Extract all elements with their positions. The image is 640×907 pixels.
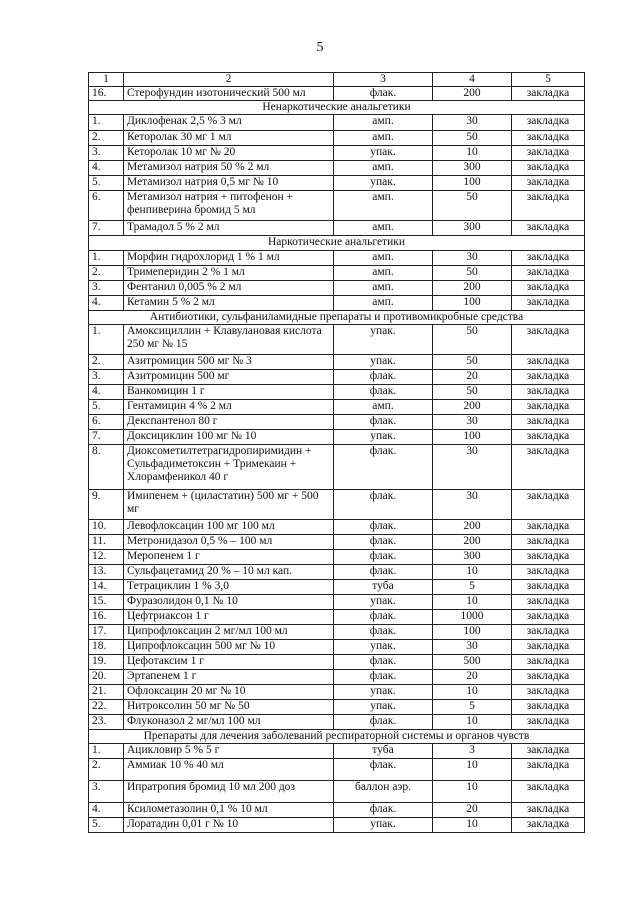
table-row (89, 251, 585, 266)
quantity: 10 (433, 818, 512, 833)
row-number: 11. (89, 535, 124, 550)
table-row (89, 655, 585, 670)
dosage-form: флак. (334, 550, 433, 565)
status-note: закладка (512, 325, 585, 355)
dosage-form: баллон аэр. (334, 781, 433, 803)
row-number: 3. (89, 370, 124, 385)
section-heading: Наркотические анальгетики (89, 236, 585, 251)
dosage-form: флак. (334, 490, 433, 520)
table-row (89, 176, 585, 191)
row-number: 4. (89, 803, 124, 818)
dosage-form: упак. (334, 640, 433, 655)
status-note: закладка (512, 744, 585, 759)
quantity: 10 (433, 146, 512, 161)
table-row (89, 715, 585, 730)
drug-name: Меропенем 1 г (124, 550, 334, 565)
table-row (89, 161, 585, 176)
dosage-form: упак. (334, 355, 433, 370)
status-note: закладка (512, 715, 585, 730)
table-row (89, 146, 585, 161)
quantity: 5 (433, 580, 512, 595)
quantity: 50 (433, 385, 512, 400)
row-number: 17. (89, 625, 124, 640)
row-number: 5. (89, 176, 124, 191)
table-header-row (89, 73, 585, 87)
status-note: закладка (512, 385, 585, 400)
section-heading: Антибиотики, сульфаниламидные препараты и противомикробные средства (89, 311, 585, 325)
dosage-form: флак. (334, 370, 433, 385)
section-heading-row (89, 236, 585, 251)
table-row (89, 430, 585, 445)
row-number: 21. (89, 685, 124, 700)
table-row (89, 400, 585, 415)
drug-name: Диоксометилтетрагидропиримидин + Сульфадиметоксин + Тримекаин + Хлорамфеникол 40 г (124, 445, 334, 490)
table-row (89, 550, 585, 565)
status-note: закладка (512, 700, 585, 715)
table-row (89, 266, 585, 281)
dosage-form: упак. (334, 146, 433, 161)
row-number: 16. (89, 87, 124, 101)
quantity: 10 (433, 685, 512, 700)
column-header-2: 2 (124, 73, 334, 87)
dosage-form: амп. (334, 400, 433, 415)
drug-name: Диклофенак 2,5 % 3 мл (124, 115, 334, 131)
table-row (89, 700, 585, 715)
row-number: 4. (89, 161, 124, 176)
status-note: закладка (512, 595, 585, 610)
row-number: 6. (89, 191, 124, 221)
dosage-form: флак. (334, 415, 433, 430)
table-row (89, 535, 585, 550)
section-heading-row (89, 730, 585, 744)
dosage-form: флак. (334, 655, 433, 670)
quantity: 50 (433, 325, 512, 355)
dosage-form: упак. (334, 685, 433, 700)
status-note: закладка (512, 445, 585, 490)
quantity: 50 (433, 191, 512, 221)
table-row (89, 670, 585, 685)
dosage-form: амп. (334, 191, 433, 221)
drug-name: Ванкомицин 1 г (124, 385, 334, 400)
dosage-form: флак. (334, 520, 433, 535)
row-number: 8. (89, 445, 124, 490)
row-number: 2. (89, 131, 124, 146)
section-heading: Препараты для лечения заболеваний респираторной системы и органов чувств (89, 730, 585, 744)
quantity: 100 (433, 430, 512, 445)
dosage-form: флак. (334, 803, 433, 818)
drug-name: Ксилометазолин 0,1 % 10 мл (124, 803, 334, 818)
row-number: 3. (89, 146, 124, 161)
status-note: закладка (512, 251, 585, 266)
table-row (89, 781, 585, 803)
section-heading-row (89, 101, 585, 115)
status-note: закладка (512, 565, 585, 580)
quantity: 50 (433, 355, 512, 370)
status-note: закладка (512, 781, 585, 803)
quantity: 10 (433, 565, 512, 580)
table-row (89, 87, 585, 101)
dosage-form: амп. (334, 131, 433, 146)
drug-name: Фуразолидон 0,1 № 10 (124, 595, 334, 610)
quantity: 200 (433, 520, 512, 535)
dosage-form: упак. (334, 595, 433, 610)
quantity: 5 (433, 700, 512, 715)
drug-name: Метамизол натрия + питофенон + фенпиверина бромид 5 мл (124, 191, 334, 221)
table-row (89, 685, 585, 700)
table-row (89, 325, 585, 355)
table-row (89, 818, 585, 833)
drug-name: Азитромицин 500 мг (124, 370, 334, 385)
dosage-form: амп. (334, 266, 433, 281)
quantity: 500 (433, 655, 512, 670)
status-note: закладка (512, 535, 585, 550)
drug-name: Тетрациклин 1 % 3,0 (124, 580, 334, 595)
row-number: 4. (89, 385, 124, 400)
dosage-form: флак. (334, 87, 433, 101)
quantity: 10 (433, 781, 512, 803)
dosage-form: флак. (334, 625, 433, 640)
quantity: 10 (433, 715, 512, 730)
status-note: закладка (512, 625, 585, 640)
table-row (89, 281, 585, 296)
table-row (89, 580, 585, 595)
quantity: 50 (433, 131, 512, 146)
table-row (89, 803, 585, 818)
table-row (89, 221, 585, 236)
status-note: закладка (512, 818, 585, 833)
drug-name: Морфин гидрохлорид 1 % 1 мл (124, 251, 334, 266)
section-heading-row (89, 311, 585, 325)
quantity: 30 (433, 445, 512, 490)
column-header-3: 3 (334, 73, 433, 87)
dosage-form: упак. (334, 818, 433, 833)
table-row (89, 490, 585, 520)
drug-name: Ципрофлоксацин 2 мг/мл 100 мл (124, 625, 334, 640)
drug-name: Тримеперидин 2 % 1 мл (124, 266, 334, 281)
table-row (89, 625, 585, 640)
table-row (89, 296, 585, 311)
drug-name: Метронидазол 0,5 % – 100 мл (124, 535, 334, 550)
status-note: закладка (512, 281, 585, 296)
quantity: 50 (433, 266, 512, 281)
drug-name: Ипратропия бромид 10 мл 200 доз (124, 781, 334, 803)
table-row (89, 131, 585, 146)
row-number: 5. (89, 400, 124, 415)
quantity: 30 (433, 415, 512, 430)
table-row (89, 355, 585, 370)
drug-name: Кеторолак 30 мг 1 мл (124, 131, 334, 146)
row-number: 10. (89, 520, 124, 535)
status-note: закладка (512, 161, 585, 176)
row-number: 19. (89, 655, 124, 670)
column-header-5: 5 (512, 73, 585, 87)
row-number: 13. (89, 565, 124, 580)
status-note: закладка (512, 355, 585, 370)
status-note: закладка (512, 655, 585, 670)
status-note: закладка (512, 490, 585, 520)
dosage-form: флак. (334, 759, 433, 781)
row-number: 18. (89, 640, 124, 655)
row-number: 22. (89, 700, 124, 715)
dosage-form: туба (334, 580, 433, 595)
quantity: 200 (433, 400, 512, 415)
row-number: 5. (89, 818, 124, 833)
quantity: 300 (433, 221, 512, 236)
status-note: закладка (512, 400, 585, 415)
drug-name: Доксициклин 100 мг № 10 (124, 430, 334, 445)
dosage-form: флак. (334, 535, 433, 550)
dosage-form: амп. (334, 281, 433, 296)
quantity: 100 (433, 625, 512, 640)
drug-name: Фентанил 0,005 % 2 мл (124, 281, 334, 296)
row-number: 1. (89, 251, 124, 266)
status-note: закладка (512, 685, 585, 700)
row-number: 23. (89, 715, 124, 730)
status-note: закладка (512, 580, 585, 595)
drug-name: Лоратадин 0,01 г № 10 (124, 818, 334, 833)
section-heading: Ненаркотические анальгетики (89, 101, 585, 115)
table-row (89, 445, 585, 490)
row-number: 15. (89, 595, 124, 610)
quantity: 10 (433, 595, 512, 610)
status-note: закладка (512, 146, 585, 161)
status-note: закладка (512, 176, 585, 191)
drug-name: Аммиак 10 % 40 мл (124, 759, 334, 781)
row-number: 1. (89, 325, 124, 355)
row-number: 12. (89, 550, 124, 565)
drug-name: Цефотаксим 1 г (124, 655, 334, 670)
quantity: 10 (433, 759, 512, 781)
drug-name: Левофлоксацин 100 мг 100 мл (124, 520, 334, 535)
drug-name: Флуконазол 2 мг/мл 100 мл (124, 715, 334, 730)
table-row (89, 520, 585, 535)
drug-name: Ципрофлоксацин 500 мг № 10 (124, 640, 334, 655)
status-note: закладка (512, 115, 585, 131)
status-note: закладка (512, 296, 585, 311)
table-row (89, 415, 585, 430)
row-number: 2. (89, 266, 124, 281)
dosage-form: упак. (334, 430, 433, 445)
status-note: закладка (512, 520, 585, 535)
dosage-form: амп. (334, 161, 433, 176)
table-row (89, 595, 585, 610)
column-header-1: 1 (89, 73, 124, 87)
status-note: закладка (512, 370, 585, 385)
quantity: 200 (433, 281, 512, 296)
drug-name: Эртапенем 1 г (124, 670, 334, 685)
status-note: закладка (512, 550, 585, 565)
row-number: 2. (89, 355, 124, 370)
status-note: закладка (512, 610, 585, 625)
table-row (89, 385, 585, 400)
row-number: 14. (89, 580, 124, 595)
drug-name: Гентамицин 4 % 2 мл (124, 400, 334, 415)
drug-name: Ацикловир 5 % 5 г (124, 744, 334, 759)
dosage-form: упак. (334, 176, 433, 191)
row-number: 1. (89, 115, 124, 131)
dosage-form: упак. (334, 700, 433, 715)
quantity: 30 (433, 640, 512, 655)
drug-name: Метамизол натрия 50 % 2 мл (124, 161, 334, 176)
row-number: 6. (89, 415, 124, 430)
dosage-form: флак. (334, 385, 433, 400)
row-number: 4. (89, 296, 124, 311)
status-note: закладка (512, 221, 585, 236)
status-note: закладка (512, 87, 585, 101)
row-number: 16. (89, 610, 124, 625)
dosage-form: туба (334, 744, 433, 759)
dosage-form: флак. (334, 610, 433, 625)
quantity: 100 (433, 296, 512, 311)
row-number: 3. (89, 781, 124, 803)
quantity: 30 (433, 115, 512, 131)
status-note: закладка (512, 430, 585, 445)
drug-name: Офлоксацин 20 мг № 10 (124, 685, 334, 700)
quantity: 100 (433, 176, 512, 191)
table-row (89, 370, 585, 385)
drug-name: Имипенем + (циластатин) 500 мг + 500 мг (124, 490, 334, 520)
status-note: закладка (512, 191, 585, 221)
drug-name: Цефтриаксон 1 г (124, 610, 334, 625)
dosage-form: амп. (334, 115, 433, 131)
dosage-form: упак. (334, 325, 433, 355)
quantity: 300 (433, 550, 512, 565)
drug-name: Кеторолак 10 мг № 20 (124, 146, 334, 161)
status-note: закладка (512, 670, 585, 685)
dosage-form: флак. (334, 445, 433, 490)
drug-name: Нитроксолин 50 мг № 50 (124, 700, 334, 715)
table-row (89, 610, 585, 625)
quantity: 30 (433, 251, 512, 266)
dosage-form: флак. (334, 715, 433, 730)
table-row (89, 115, 585, 131)
quantity: 3 (433, 744, 512, 759)
drug-name: Азитромицин 500 мг № 3 (124, 355, 334, 370)
quantity: 200 (433, 87, 512, 101)
status-note: закладка (512, 640, 585, 655)
quantity: 20 (433, 803, 512, 818)
dosage-form: флак. (334, 670, 433, 685)
drug-name: Трамадол 5 % 2 мл (124, 221, 334, 236)
status-note: закладка (512, 131, 585, 146)
row-number: 2. (89, 759, 124, 781)
status-note: закладка (512, 803, 585, 818)
dosage-form: амп. (334, 221, 433, 236)
drug-name: Метамизол натрия 0,5 мг № 10 (124, 176, 334, 191)
drug-name: Амоксициллин + Клавулановая кислота 250 мг № 15 (124, 325, 334, 355)
dosage-form: амп. (334, 296, 433, 311)
dosage-form: флак. (334, 565, 433, 580)
page-number: 5 (316, 40, 324, 55)
quantity: 20 (433, 370, 512, 385)
table-row (89, 191, 585, 221)
row-number: 3. (89, 281, 124, 296)
row-number: 1. (89, 744, 124, 759)
medication-table (88, 72, 585, 833)
drug-name: Декспантенол 80 г (124, 415, 334, 430)
drug-name: Кетамин 5 % 2 мл (124, 296, 334, 311)
drug-name: Стерофундин изотонический 500 мл (124, 87, 334, 101)
row-number: 9. (89, 490, 124, 520)
row-number: 7. (89, 221, 124, 236)
table-row (89, 640, 585, 655)
table-row (89, 759, 585, 781)
table-row (89, 744, 585, 759)
drug-name: Сульфацетамид 20 % – 10 мл кап. (124, 565, 334, 580)
status-note: закладка (512, 266, 585, 281)
dosage-form: амп. (334, 251, 433, 266)
table-row (89, 565, 585, 580)
column-header-4: 4 (433, 73, 512, 87)
quantity: 30 (433, 490, 512, 520)
status-note: закладка (512, 759, 585, 781)
row-number: 20. (89, 670, 124, 685)
quantity: 300 (433, 161, 512, 176)
quantity: 200 (433, 535, 512, 550)
quantity: 1000 (433, 610, 512, 625)
status-note: закладка (512, 415, 585, 430)
quantity: 20 (433, 670, 512, 685)
row-number: 7. (89, 430, 124, 445)
